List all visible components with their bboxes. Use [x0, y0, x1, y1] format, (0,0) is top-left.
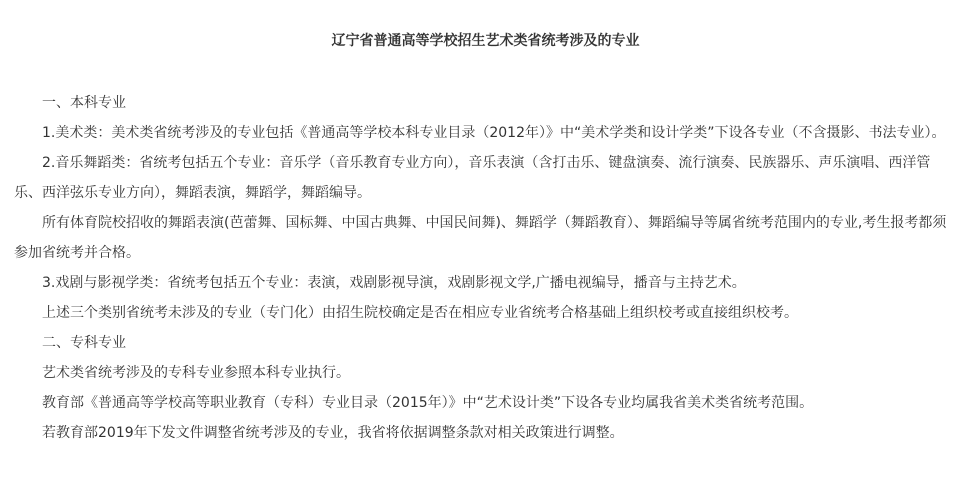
paragraph-other-majors: 上述三个类别省统考未涉及的专业（专门化）由招生院校确定是否在相应专业省统考合格基础上组织校考或直接组织校考。 [42, 305, 798, 321]
document-title: 辽宁省普通高等学校招生艺术类省统考涉及的专业 [331, 33, 640, 49]
paragraph-vocational-reference: 艺术类省统考涉及的专科专业参照本科专业执行。 [42, 365, 350, 381]
paragraph-music-dance: 2.音乐舞蹈类：省统考包括五个专业：音乐学（音乐教育专业方向），音乐表演（含打击乐、键盘演奏、流行演奏、民族器乐、声乐演唱、西洋管乐、西洋弦乐专业方向），舞蹈表演，舞蹈学，舞蹈编导。 [14, 155, 931, 201]
paragraph-sports-institutions: 所有体育院校招收的舞蹈表演(芭蕾舞、国标舞、中国古典舞、中国民间舞)、舞蹈学（舞蹈教育）、舞蹈编导等属省统考范围内的专业,考生报考都须参加省统考并合格。 [14, 215, 947, 261]
paragraph-policy-adjustment: 若教育部2019年下发文件调整省统考涉及的专业，我省将依据调整条款对相关政策进行调整。 [42, 425, 624, 441]
paragraph-vocational-catalog: 教育部《普通高等学校高等职业教育（专科）专业目录（2015年）》中“艺术设计类”下设各专业均属我省美术类省统考范围。 [42, 395, 814, 411]
section-heading-undergraduate: 一、本科专业 [42, 95, 126, 111]
paragraph-drama-film: 3.戏剧与影视学类：省统考包括五个专业：表演，戏剧影视导演，戏剧影视文学,广播电视编导，播音与主持艺术。 [42, 275, 746, 291]
document-body [14, 88, 957, 448]
paragraph-fine-arts: 1.美术类：美术类省统考涉及的专业包括《普通高等学校本科专业目录（2012年）》中“美术学类和设计学类”下设各专业（不含摄影、书法专业）。 [42, 125, 946, 141]
section-heading-vocational: 二、专科专业 [42, 335, 126, 351]
